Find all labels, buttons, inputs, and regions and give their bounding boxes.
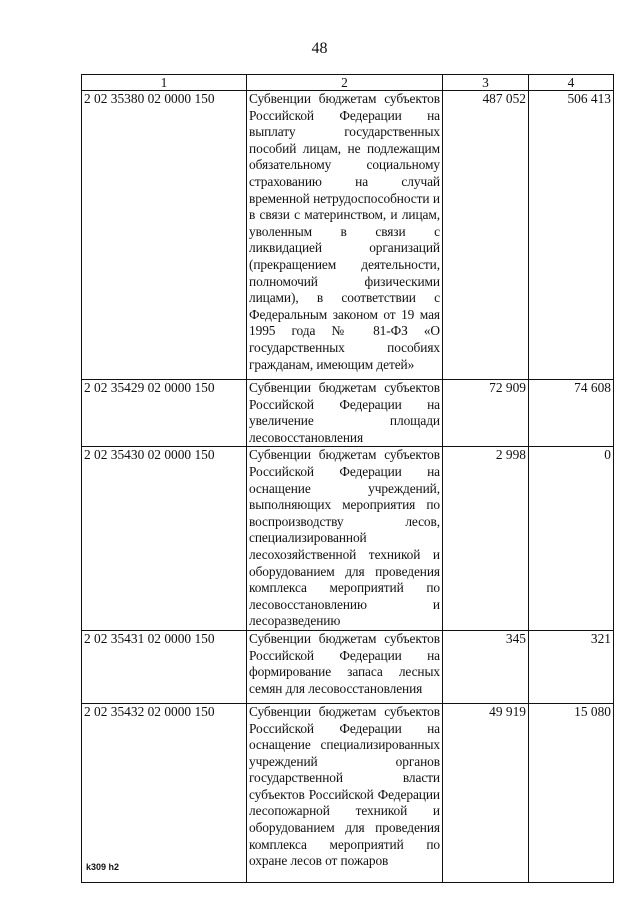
header-col-3: 3 — [443, 75, 529, 91]
header-col-2: 2 — [247, 75, 443, 91]
row-value-col3: 345 — [443, 630, 529, 703]
budget-table — [81, 74, 614, 883]
row-value-col3: 49 919 — [443, 703, 529, 882]
row-code: 2 02 35429 02 0000 150 — [82, 380, 247, 447]
row-code: 2 02 35380 02 0000 150 — [82, 91, 247, 380]
table-row — [82, 447, 614, 631]
page-number: 48 — [311, 40, 328, 57]
row-code: 2 02 35430 02 0000 150 — [82, 447, 247, 631]
row-description: Субвенции бюджетам субъектов Российской Федерации на увеличение площади лесовосстановления — [247, 380, 443, 447]
row-code: 2 02 35431 02 0000 150 — [82, 630, 247, 703]
footer-document-code: k309 h2 — [86, 862, 120, 872]
row-value-col3: 487 052 — [443, 91, 529, 380]
row-value-col4: 0 — [529, 447, 614, 631]
table-row — [82, 380, 614, 447]
header-col-1: 1 — [82, 75, 247, 91]
row-value-col4: 506 413 — [529, 91, 614, 380]
row-value-col4: 321 — [529, 630, 614, 703]
row-description: Субвенции бюджетам субъектов Российской Федерации на формирование запаса лесных семян для лесовосстановления — [247, 630, 443, 703]
row-description: Субвенции бюджетам субъектов Российской Федерации на выплату государственных пособий лицам, не подлежащим обязательному социальному страхованию на случай временной нетрудоспособности и в связи с материнством, и лицам, уволенным в связи с ликвидацией организаций (прекращением деятельности, полномочий физическими лицами), в соответствии с Федеральным законом от 19 мая 1995 года № 81-ФЗ «О государственных пособиях гражданам, имеющим детей» — [247, 91, 443, 380]
header-col-4: 4 — [529, 75, 614, 91]
table-row — [82, 91, 614, 380]
row-value-col4: 74 608 — [529, 380, 614, 447]
row-value-col3: 72 909 — [443, 380, 529, 447]
row-code: 2 02 35432 02 0000 150 — [82, 703, 247, 882]
table-row — [82, 703, 614, 882]
row-description: Субвенции бюджетам субъектов Российской Федерации на оснащение специализированных учреждений органов государственной власти субъектов Российской Федерации лесопожарной техникой и оборудованием для проведения комплекса мероприятий по охране лесов от пожаров — [247, 703, 443, 882]
row-value-col4: 15 080 — [529, 703, 614, 882]
table-row — [82, 630, 614, 703]
row-value-col3: 2 998 — [443, 447, 529, 631]
row-description: Субвенции бюджетам субъектов Российской Федерации на оснащение учреждений, выполняющих мероприятия по воспроизводству лесов, специализированной лесохозяйственной техникой и оборудованием для проведения комплекса мероприятий по лесовосстановлению и лесоразведению — [247, 447, 443, 631]
table-header-row — [82, 75, 614, 91]
